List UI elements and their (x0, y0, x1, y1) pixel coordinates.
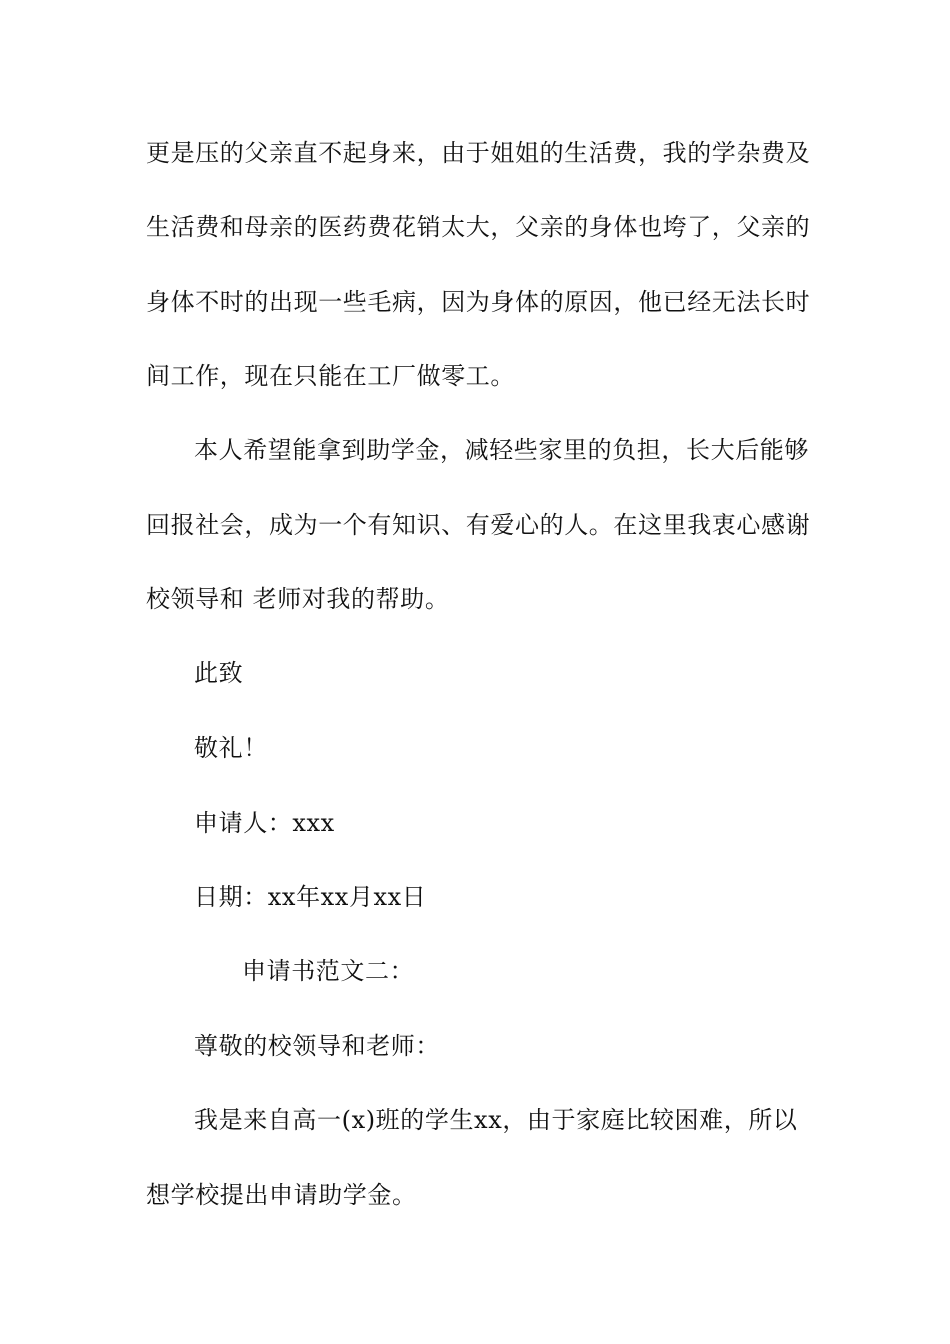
paragraph-line-6: 回报社会，成为一个有知识、有爱心的人。在这里我衷心感谢 (146, 511, 811, 539)
paragraph-line-9: 想学校提出申请助学金。 (146, 1181, 417, 1209)
paragraph-line-2: 生活费和母亲的医药费花销太大，父亲的身体也垮了，父亲的 (146, 213, 811, 241)
paragraph-line-7: 校领导和 老师对我的帮助。 (146, 585, 450, 613)
paragraph-line-3: 身体不时的出现一些毛病，因为身体的原因，他已经无法长时 (146, 288, 811, 316)
paragraph-line-1: 更是压的父亲直不起身来，由于姐姐的生活费，我的学杂费及 (146, 139, 811, 167)
date-line: 日期：xx年xx月xx日 (194, 883, 427, 911)
paragraph-line-4: 间工作，现在只能在工厂做零工。 (146, 362, 515, 390)
applicant-line: 申请人：xxx (194, 809, 335, 837)
closing-salute: 敬礼！ (194, 734, 268, 762)
paragraph-line-8: 我是来自高一(x)班的学生xx，由于家庭比较困难，所以 (194, 1106, 798, 1134)
section-heading: 申请书范文二： (242, 957, 415, 985)
salutation-line: 尊敬的校领导和老师： (194, 1032, 440, 1060)
paragraph-line-5: 本人希望能拿到助学金，减轻些家里的负担，长大后能够 (194, 436, 809, 464)
closing-greeting: 此致 (194, 659, 244, 687)
